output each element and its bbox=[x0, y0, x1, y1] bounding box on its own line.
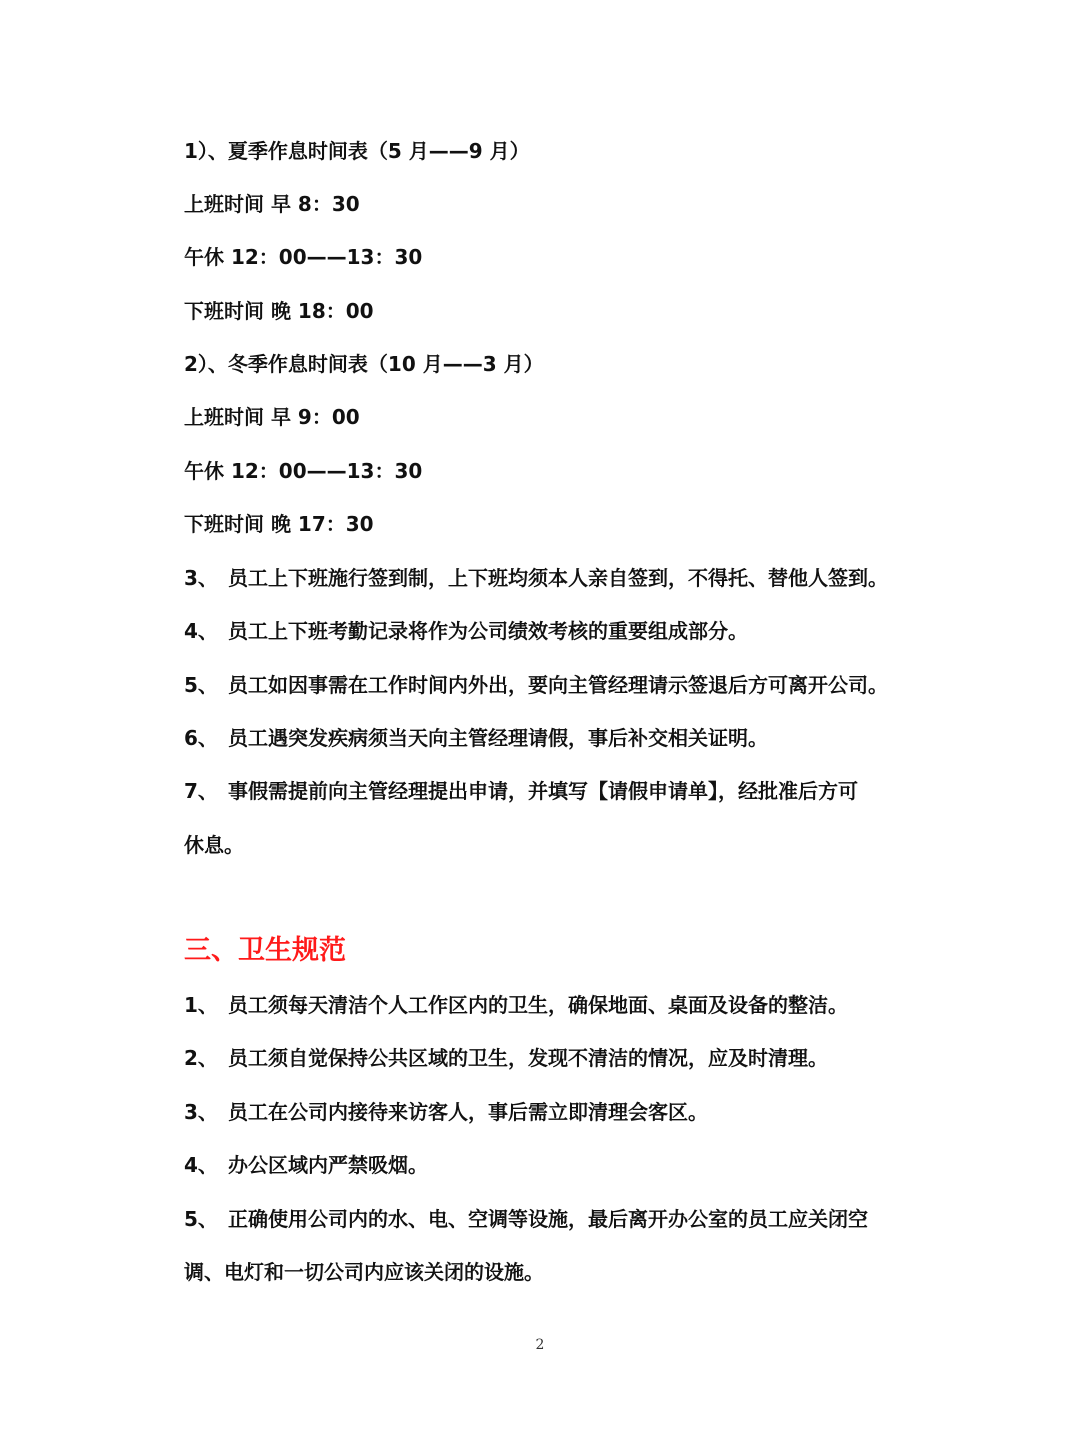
winter-end-time: 下班时间 晚 17：30 bbox=[184, 512, 374, 536]
item-number: 1、 bbox=[184, 993, 218, 1017]
item-number: 7、 bbox=[184, 779, 218, 803]
item-text: 事假需提前向主管经理提出申请，并填写【请假申请单】，经批准后方可 bbox=[228, 779, 858, 803]
winter-schedule-title: 2）、冬季作息时间表（10 月——3 月） bbox=[184, 352, 544, 376]
summer-lunch-break: 午休 12：00——13：30 bbox=[184, 245, 423, 269]
item-number: 6、 bbox=[184, 726, 218, 750]
item-number: 3、 bbox=[184, 1100, 218, 1124]
item-text: 员工如因事需在工作时间内外出，要向主管经理请示签退后方可离开公司。 bbox=[228, 673, 888, 697]
winter-lunch-break: 午休 12：00——13：30 bbox=[184, 459, 423, 483]
attendance-item bbox=[184, 618, 748, 644]
item-text: 员工遇突发疾病须当天向主管经理请假，事后补交相关证明。 bbox=[228, 726, 768, 750]
hygiene-item bbox=[184, 1045, 828, 1071]
hygiene-item bbox=[184, 1152, 428, 1178]
item-number: 5、 bbox=[184, 1207, 218, 1231]
item-text: 员工须自觉保持公共区域的卫生，发现不清洁的情况，应及时清理。 bbox=[228, 1046, 828, 1070]
section-heading-hygiene: 三、卫生规范 bbox=[184, 935, 346, 966]
item-text: 办公区域内严禁吸烟。 bbox=[228, 1153, 428, 1177]
item-text: 员工在公司内接待来访客人，事后需立即清理会客区。 bbox=[228, 1100, 708, 1124]
item-text: 员工上下班考勤记录将作为公司绩效考核的重要组成部分。 bbox=[228, 619, 748, 643]
summer-start-time: 上班时间 早 8：30 bbox=[184, 192, 360, 216]
item-number: 2、 bbox=[184, 1046, 218, 1070]
attendance-item bbox=[184, 672, 888, 698]
summer-schedule-title: 1）、夏季作息时间表（5 月——9 月） bbox=[184, 139, 530, 163]
hygiene-item bbox=[184, 1206, 868, 1232]
item-text: 员工上下班施行签到制，上下班均须本人亲自签到，不得托、替他人签到。 bbox=[228, 566, 888, 590]
attendance-item bbox=[184, 565, 888, 591]
item-number: 3、 bbox=[184, 566, 218, 590]
item-number: 4、 bbox=[184, 619, 218, 643]
winter-start-time: 上班时间 早 9：00 bbox=[184, 405, 360, 429]
hygiene-item bbox=[184, 1099, 708, 1125]
item-number: 4、 bbox=[184, 1153, 218, 1177]
summer-end-time: 下班时间 晚 18：00 bbox=[184, 299, 374, 323]
hygiene-item bbox=[184, 992, 848, 1018]
page-number: 2 bbox=[535, 1337, 545, 1353]
attendance-item bbox=[184, 778, 858, 804]
attendance-item bbox=[184, 725, 768, 751]
attendance-item-continuation: 休息。 bbox=[184, 833, 244, 857]
item-number: 5、 bbox=[184, 673, 218, 697]
item-text: 员工须每天清洁个人工作区内的卫生，确保地面、桌面及设备的整洁。 bbox=[228, 993, 848, 1017]
hygiene-item-continuation: 调、电灯和一切公司内应该关闭的设施。 bbox=[184, 1260, 544, 1284]
item-text: 正确使用公司内的水、电、空调等设施，最后离开办公室的员工应关闭空 bbox=[228, 1207, 868, 1231]
